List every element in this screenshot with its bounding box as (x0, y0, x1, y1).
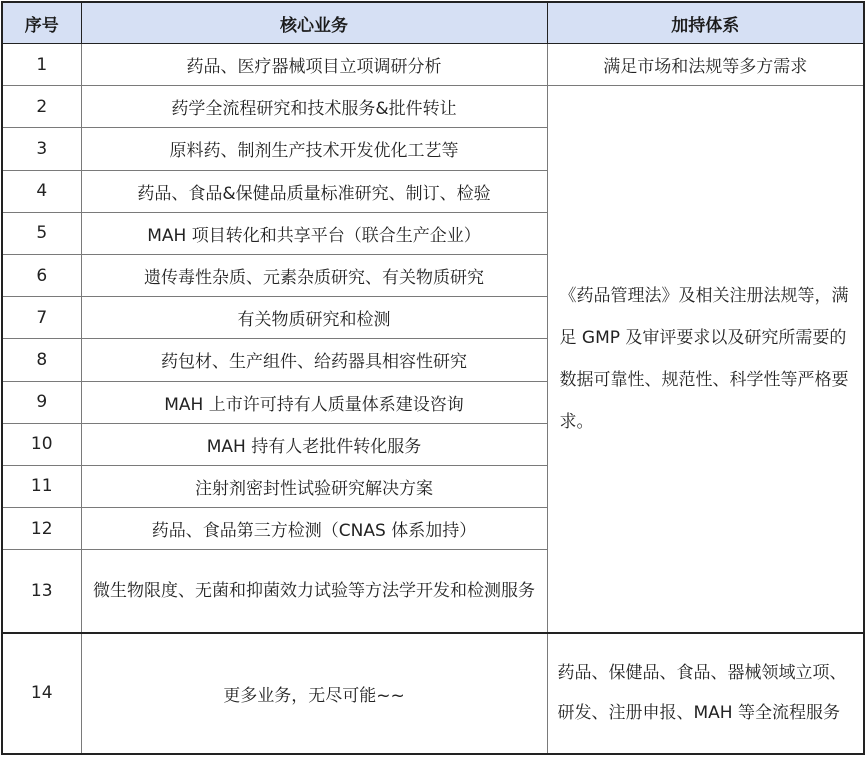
table-row (2, 633, 864, 754)
business-cell: 微生物限度、无菌和抑菌效力试验等方法学开发和检测服务 (81, 550, 547, 633)
services-table (1, 1, 865, 755)
header-core-business: 核心业务 (81, 2, 547, 44)
serial-number: 9 (2, 381, 81, 423)
business-cell: MAH 持有人老批件转化服务 (81, 423, 547, 465)
support-cell: 药品、保健品、食品、器械领域立项、研发、注册申报、MAH 等全流程服务 (547, 633, 864, 754)
business-cell: 药品、食品第三方检测（CNAS 体系加持） (81, 508, 547, 550)
serial-number: 8 (2, 339, 81, 381)
business-cell: 有关物质研究和检测 (81, 297, 547, 339)
business-cell: 更多业务，无尽可能~~ (81, 633, 547, 754)
serial-number: 2 (2, 86, 81, 128)
serial-number: 10 (2, 423, 81, 465)
serial-number: 4 (2, 170, 81, 212)
table-row (2, 86, 864, 128)
serial-number: 12 (2, 508, 81, 550)
business-cell: MAH 项目转化和共享平台（联合生产企业） (81, 212, 547, 254)
header-row (2, 2, 864, 44)
business-cell: 遗传毒性杂质、元素杂质研究、有关物质研究 (81, 254, 547, 296)
business-cell: 药学全流程研究和技术服务&批件转让 (81, 86, 547, 128)
business-cell: 药包材、生产组件、给药器具相容性研究 (81, 339, 547, 381)
business-cell: 原料药、制剂生产技术开发优化工艺等 (81, 128, 547, 170)
serial-number: 13 (2, 550, 81, 633)
serial-number: 1 (2, 44, 81, 86)
serial-number: 6 (2, 254, 81, 296)
serial-number: 14 (2, 633, 81, 754)
serial-number: 5 (2, 212, 81, 254)
support-cell-merged: 《药品管理法》及相关注册法规等，满足 GMP 及审评要求以及研究所需要的数据可靠性、规范性、科学性等严格要求。 (547, 86, 864, 633)
header-serial-number: 序号 (2, 2, 81, 44)
header-support-system: 加持体系 (547, 2, 864, 44)
serial-number: 7 (2, 297, 81, 339)
serial-number: 11 (2, 465, 81, 507)
support-cell: 满足市场和法规等多方需求 (547, 44, 864, 86)
business-cell: 药品、食品&保健品质量标准研究、制订、检验 (81, 170, 547, 212)
business-cell: 药品、医疗器械项目立项调研分析 (81, 44, 547, 86)
business-cell: MAH 上市许可持有人质量体系建设咨询 (81, 381, 547, 423)
business-cell: 注射剂密封性试验研究解决方案 (81, 465, 547, 507)
serial-number: 3 (2, 128, 81, 170)
table-row (2, 44, 864, 86)
